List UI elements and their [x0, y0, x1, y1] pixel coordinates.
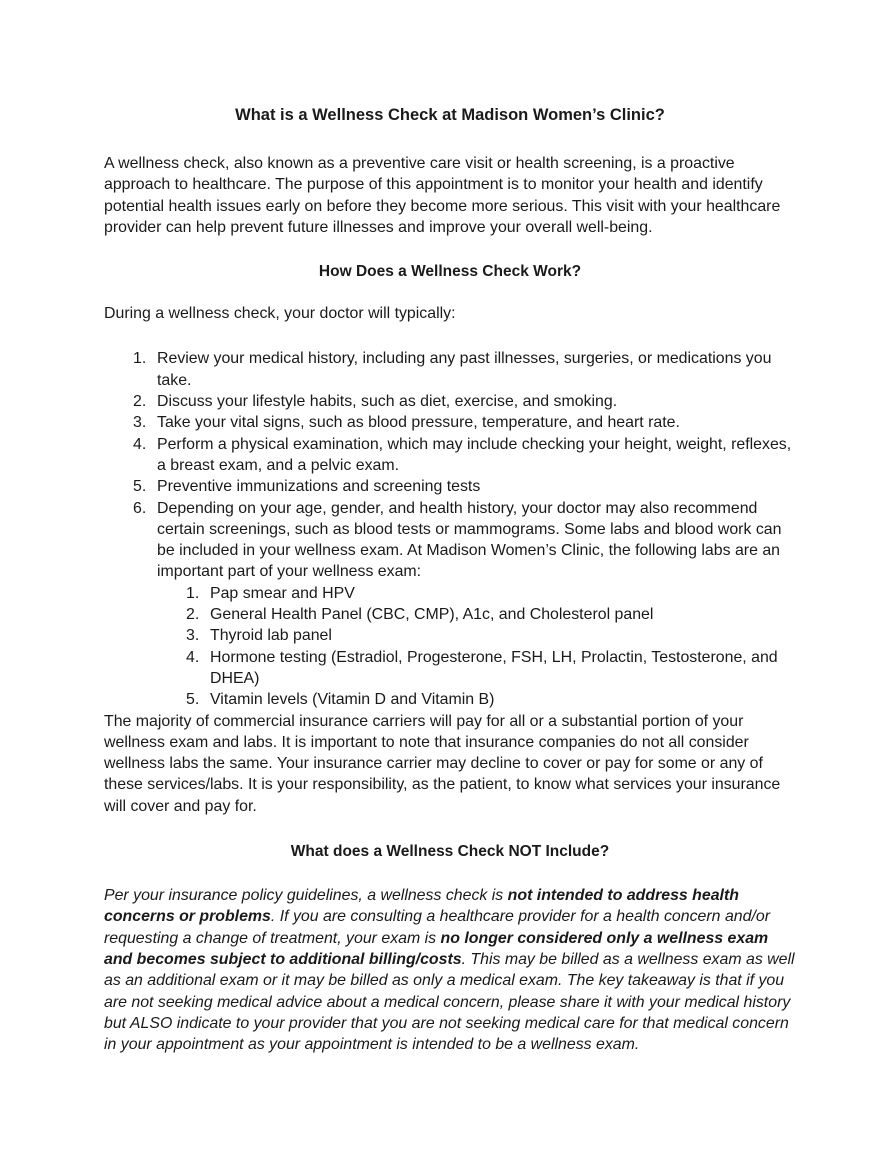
text-segment: Per your insurance policy guidelines, a wellness check is — [104, 887, 508, 905]
list-item: Take your vital signs, such as blood pressure, temperature, and heart rate. — [157, 414, 680, 432]
list-item: Perform a physical examination, which may include checking your height, weight, reflexes, a breast exam, and a pelvic exam. — [157, 435, 792, 474]
bold-segment: not intended to address health concerns or problems — [104, 887, 739, 926]
document-page — [104, 104, 796, 1055]
not-included-heading: What does a Wellness Check NOT Include? — [290, 843, 610, 861]
list-item-labs — [157, 498, 796, 711]
text-segment: . This may be billed as a wellness exam as well as an additional exam or it may be billed as only a medical exam. The key takeaway is that if you are not seeking medical advice about a medical concern, please share it with your medical history but ALSO indicate to your provider that you are not seeking medical care for that medical concern in your appointment as your appointment is intended to be a wellness exam. — [104, 950, 795, 1054]
bold-segment: no longer considered only a wellness exam and becomes subject to additional billing/costs — [104, 929, 769, 968]
list-item: Preventive immunizations and screening tests — [157, 478, 481, 496]
lab-item: Thyroid lab panel — [210, 627, 332, 645]
intro-paragraph: A wellness check, also known as a preventive care visit or health screening, is a proactive approach to healthcare. The purpose of this appointment is to monitor your health and identify potential health issues early on before they become more serious. This visit with your healthcare provider can help prevent future illnesses and improve your overall well-being. — [104, 155, 781, 236]
text-segment: . If you are consulting a healthcare provider for a health concern and/or requesting a change of treatment, your exam is — [104, 908, 770, 947]
not-included-paragraph — [104, 885, 796, 1055]
lab-item: Vitamin levels (Vitamin D and Vitamin B) — [210, 691, 495, 709]
labs-list — [157, 583, 796, 711]
list-item: Discuss your lifestyle habits, such as diet, exercise, and smoking. — [157, 393, 618, 411]
lab-item: Pap smear and HPV — [210, 584, 355, 602]
how-section-heading: How Does a Wellness Check Work? — [318, 263, 582, 281]
list-item: Review your medical history, including any past illnesses, surgeries, or medications you take. — [157, 350, 772, 389]
how-section-lead: During a wellness check, your doctor will typically: — [104, 305, 456, 323]
checkup-steps-list — [104, 348, 796, 710]
labs-intro-text: Depending on your age, gender, and health history, your doctor may also recommend certain screenings, such as blood tests or mammograms. Some labs and blood work can be included in your wellness exam. At Madison Women’s Clinic, the following labs are an important part of your wellness exam: — [157, 499, 782, 581]
lab-item: Hormone testing (Estradiol, Progesterone, FSH, LH, Prolactin, Testosterone, and DHEA) — [210, 648, 778, 687]
page-title: What is a Wellness Check at Madison Women’s Clinic? — [235, 106, 665, 124]
insurance-paragraph: The majority of commercial insurance carriers will pay for all or a substantial portion of your wellness exam and labs. It is important to note that insurance companies do not all consider wellness labs the same. Your insurance carrier may decline to cover or pay for some or any of these services/labs. It is your responsibility, as the patient, to know what services your insurance will cover and pay for. — [104, 712, 781, 815]
lab-item: General Health Panel (CBC, CMP), A1c, and Cholesterol panel — [210, 606, 654, 624]
